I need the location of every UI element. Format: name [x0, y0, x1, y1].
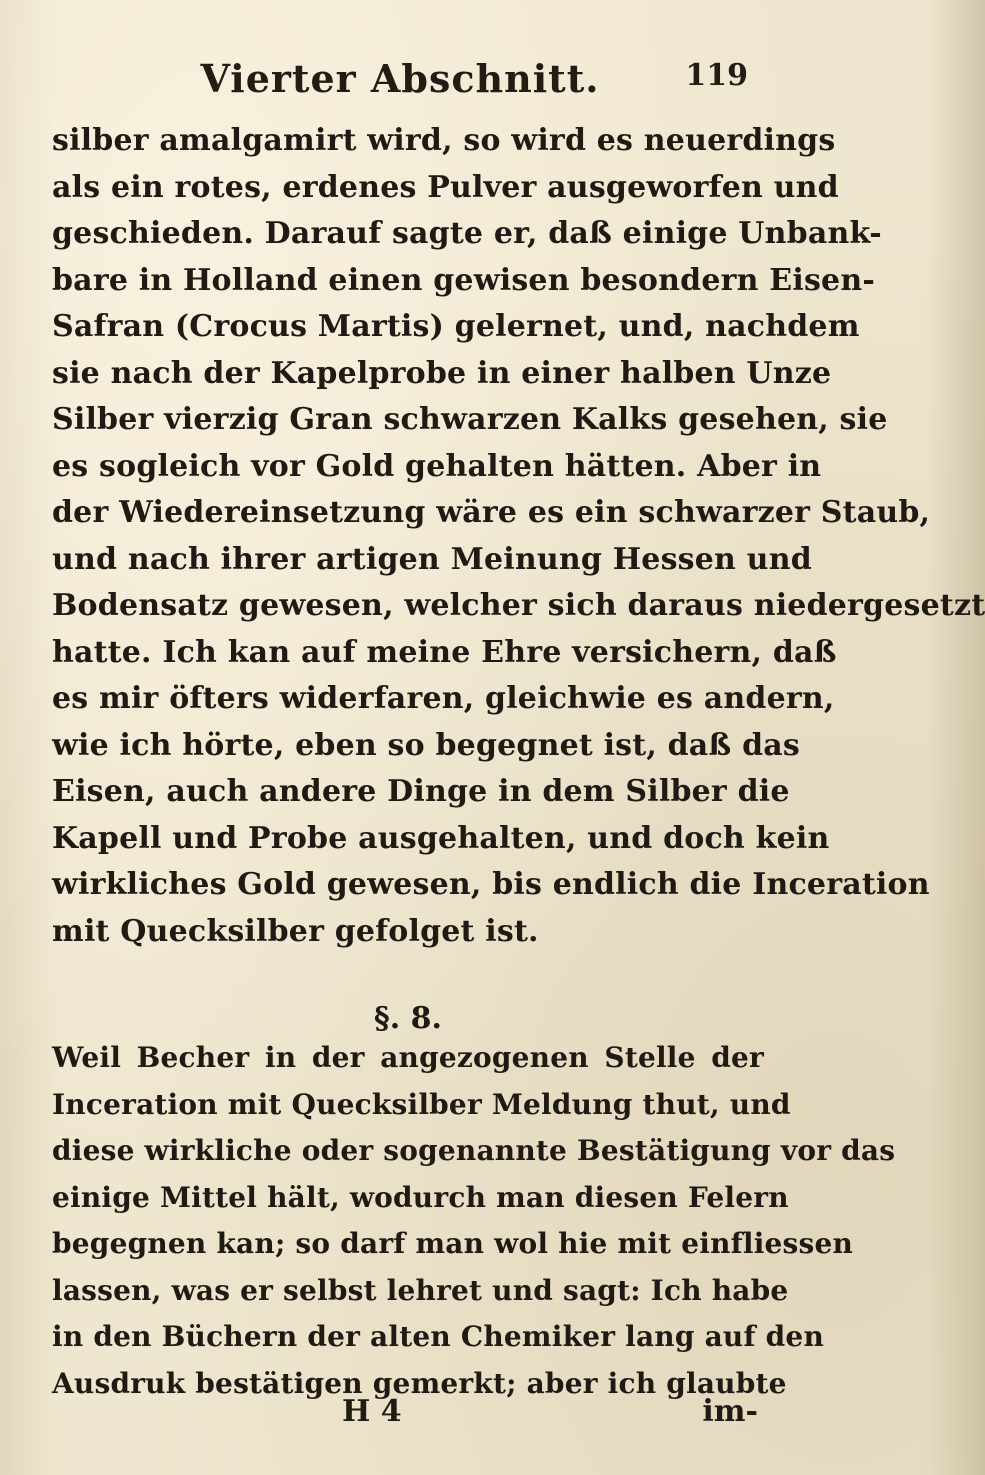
text-line: mit Quecksilber gefolget ist.	[52, 913, 539, 949]
text-line: in den Büchern der alten Chemiker lang auf den	[52, 1320, 825, 1353]
catchword: im-	[702, 1394, 758, 1429]
text-line: wie ich hörte, eben so begegnet ist, daß das	[52, 727, 800, 763]
text-line: geschieden. Darauf sagte er, daß einige Unbank-	[52, 216, 882, 251]
section-spacer	[52, 955, 764, 973]
text-line: und nach ihrer artigen Meinung Hessen und	[52, 541, 812, 577]
text-line: silber amalgamirt wird, so wird es neuerdings	[52, 123, 836, 158]
page-number: 119	[685, 58, 748, 93]
text-line: Silber vierzig Gran schwarzen Kalks gesehen, sie	[52, 402, 888, 437]
paragraph-2	[52, 1035, 896, 1407]
paragraph-1	[52, 118, 985, 955]
signature-mark: H 4	[342, 1394, 402, 1429]
text-line: Ausdruk bestätigen gemerkt; aber ich glaubte	[52, 1366, 787, 1400]
text-line: der Wiedereinsetzung wäre es ein schwarzer Staub,	[52, 495, 931, 530]
text-line: Bodensatz gewesen, welcher sich daraus niedergesetzt	[52, 588, 985, 623]
text-line: einige Mittel hält, wodurch man diesen Felern	[52, 1180, 789, 1214]
text-line: sie nach der Kapelprobe in einer halben Unze	[52, 355, 832, 391]
text-line: Kapell und Probe ausgehalten, und doch kein	[52, 820, 830, 856]
text-line: Safran (Crocus Martis) gelernet, und, nachdem	[52, 309, 860, 344]
section-heading: §. 8.	[374, 1001, 442, 1036]
running-head	[0, 52, 800, 102]
text-line: wirkliches Gold gewesen, bis endlich die Inceration	[52, 867, 930, 902]
page-footer	[52, 1394, 764, 1440]
text-line: Weil Becher in der angezogenen Stelle der	[52, 1041, 764, 1074]
text-line: lassen, was er selbst lehret und sagt: Ich habe	[52, 1273, 789, 1307]
text-line: es sogleich vor Gold gehalten hätten. Aber in	[52, 448, 822, 484]
text-line: Inceration mit Quecksilber Meldung thut, und	[52, 1087, 791, 1121]
text-line: es mir öfters widerfaren, gleichwie es andern,	[52, 681, 835, 716]
text-line: als ein rotes, erdenes Pulver ausgeworfen und	[52, 169, 839, 205]
text-line: begegnen kan; so darf man wol hie mit einfliessen	[52, 1227, 854, 1260]
text-line: hatte. Ich kan auf meine Ehre versichern, daß	[52, 634, 837, 670]
text-line: diese wirkliche oder sogenannte Bestätigung vor das	[52, 1134, 896, 1167]
chapter-title: Vierter Abschnitt.	[200, 56, 600, 101]
text-line: bare in Holland einen gewisen besondern Eisen-	[52, 262, 875, 298]
body-text	[52, 118, 985, 1407]
text-line: Eisen, auch andere Dinge in dem Silber die	[52, 774, 790, 809]
